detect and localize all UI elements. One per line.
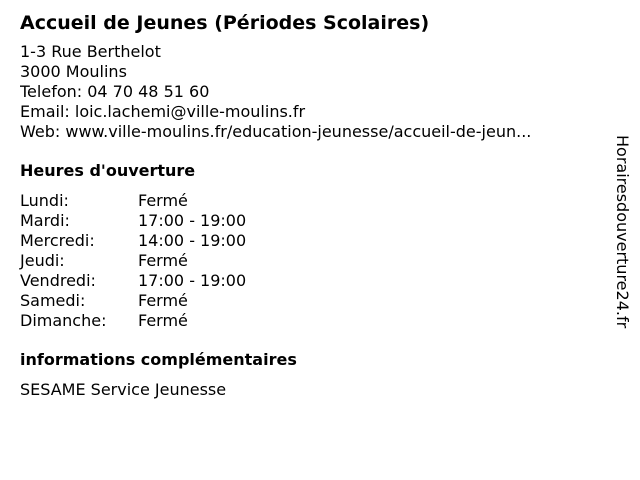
hours-heading: Heures d'ouverture	[20, 161, 196, 180]
day-label: Samedi:	[20, 291, 86, 310]
hours-row-monday	[20, 191, 600, 211]
website: Web: www.ville-moulins.fr/education-jeunesse/accueil-de-jeun...	[20, 122, 532, 141]
day-label: Jeudi:	[20, 251, 65, 270]
extra-info-text: SESAME Service Jeunesse	[20, 380, 227, 399]
day-label: Mardi:	[20, 211, 70, 230]
phone: Telefon: 04 70 48 51 60	[20, 82, 210, 101]
city: 3000 Moulins	[20, 62, 127, 81]
day-hours: 17:00 - 19:00	[138, 211, 247, 230]
hours-row-friday	[20, 271, 600, 291]
day-hours: Fermé	[138, 251, 188, 270]
email: Email: loic.lachemi@ville-moulins.fr	[20, 102, 306, 121]
extra-info-heading: informations complémentaires	[20, 350, 297, 369]
brand-watermark: Horairesdouverture24.fr	[613, 135, 632, 329]
day-label: Dimanche:	[20, 311, 107, 330]
hours-row-tuesday	[20, 211, 600, 231]
day-label: Vendredi:	[20, 271, 96, 290]
day-hours: Fermé	[138, 311, 188, 330]
opening-hours-table	[20, 191, 600, 331]
street-address: 1-3 Rue Berthelot	[20, 42, 161, 61]
address-block	[20, 42, 600, 142]
hours-row-thursday	[20, 251, 600, 271]
page-title: Accueil de Jeunes (Périodes Scolaires)	[20, 12, 430, 34]
day-label: Lundi:	[20, 191, 69, 210]
hours-row-wednesday	[20, 231, 600, 251]
day-hours: 17:00 - 19:00	[138, 271, 247, 290]
day-label: Mercredi:	[20, 231, 95, 250]
day-hours: Fermé	[138, 191, 188, 210]
day-hours: 14:00 - 19:00	[138, 231, 247, 250]
day-hours: Fermé	[138, 291, 188, 310]
hours-row-sunday	[20, 311, 600, 331]
place-card	[20, 10, 600, 400]
hours-row-saturday	[20, 291, 600, 311]
